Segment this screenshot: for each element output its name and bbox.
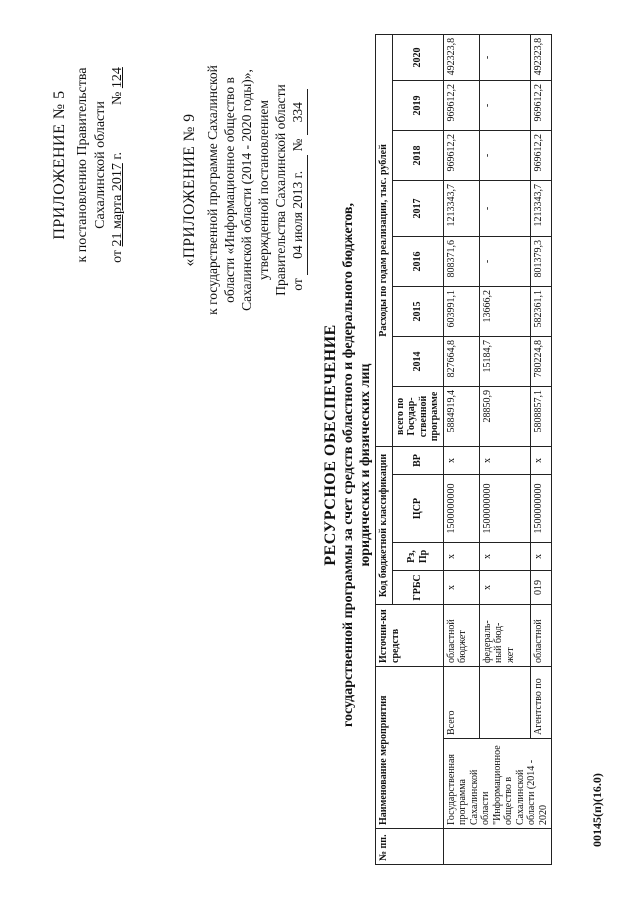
row-2014: 780224,8	[530, 336, 551, 386]
header-2020: 2020	[392, 34, 443, 80]
row-2016: 808371,6	[443, 236, 479, 286]
appendix-9-block	[180, 20, 308, 360]
appendix-9-num: 334	[290, 89, 308, 135]
row-vr: х	[479, 446, 530, 474]
row-2018: 969612,2	[443, 130, 479, 180]
header-2016: 2016	[392, 236, 443, 286]
appendix-9-line5: Правительства Сахалинской области	[272, 84, 288, 296]
header-expenses: Расходы по годам реализации, тыс. рублей	[376, 34, 393, 446]
header-num: № пп.	[376, 829, 444, 865]
appendix-5-line2: Сахалинской области	[92, 101, 108, 229]
document-subtitle-line1: государственной программы за счет средств областного и федерального бюджетов,	[341, 203, 356, 727]
row-executor	[479, 667, 530, 739]
header-2014: 2014	[392, 336, 443, 386]
row-rz: х	[530, 543, 551, 571]
row-total: 5884919,4	[443, 386, 479, 446]
row-csr: 1500000000	[479, 475, 530, 543]
header-name: Наименование мероприятия	[376, 667, 444, 829]
appendix-5-num-label: №	[110, 91, 125, 105]
row-2016: -	[479, 236, 530, 286]
header-2018: 2018	[392, 130, 443, 180]
appendix-9-line3: Сахалинской области (2014 - 2020 годы)»,	[239, 69, 255, 311]
header-kbk: Код бюджетной классификации	[376, 446, 393, 604]
header-vr: ВР	[392, 446, 443, 474]
row-executor: Всего	[443, 667, 479, 739]
header-2019: 2019	[392, 80, 443, 130]
row-2019: -	[479, 80, 530, 130]
table-row	[443, 34, 479, 864]
program-name: Государственная программа Сахалинской области "Информационное общество в Сахалинской области (2014 - 2020	[443, 739, 552, 829]
row-source: областной бюджет	[443, 605, 479, 667]
header-total: всего по Государ-ственной программе	[392, 386, 443, 446]
row-csr: 1500000000	[530, 475, 551, 543]
document-code: 00145(п)(16.0)	[590, 773, 604, 847]
header-2017: 2017	[392, 180, 443, 236]
resource-table	[375, 34, 552, 865]
appendix-9-num-label: №	[289, 138, 305, 152]
appendix-9-date: 04 июля 2013 г.	[290, 155, 308, 275]
row-2017: -	[479, 180, 530, 236]
row-2014: 827664,8	[443, 336, 479, 386]
appendix-9-date-line	[290, 20, 308, 360]
row-executor: Агентство по	[530, 667, 551, 739]
row-vr: х	[443, 446, 479, 474]
header-csr: ЦСР	[392, 475, 443, 543]
header-2015: 2015	[392, 286, 443, 336]
appendix-5-date: 21 марта 2017	[110, 163, 125, 247]
appendix-5-date-suffix: г.	[110, 151, 125, 160]
row-2017: 1213343,7	[530, 180, 551, 236]
row-vr: х	[530, 446, 551, 474]
document-title: РЕСУРСНОЕ ОБЕСПЕЧЕНИЕ	[322, 324, 339, 566]
header-source: Источни-ки средств	[376, 605, 444, 667]
appendix-9-line2: области «Информационное общество в	[222, 77, 238, 303]
appendix-9-line4: утвержденной постановлением	[256, 100, 271, 280]
row-2018: -	[479, 130, 530, 180]
appendix-5-title: ПРИЛОЖЕНИЕ № 5	[51, 90, 68, 240]
appendix-9-line1: к государственной программе Сахалинской	[205, 65, 221, 315]
appendix-5-date-line	[109, 30, 127, 300]
row-2020: -	[479, 34, 530, 80]
row-rz: х	[443, 543, 479, 571]
appendix-5-block	[50, 30, 127, 300]
row-total: 28850,9	[479, 386, 530, 446]
row-2015: 603991,1	[443, 286, 479, 336]
row-source: федераль-ный бюд-жет	[479, 605, 530, 667]
row-2019: 969612,2	[530, 80, 551, 130]
document-subtitle-line2: юридических и физических лиц	[358, 363, 374, 567]
appendix-5-date-prefix: от	[110, 249, 125, 263]
row-2015: 582361,1	[530, 286, 551, 336]
appendix-9-date-prefix: от	[289, 278, 305, 291]
row-rz: х	[479, 543, 530, 571]
appendix-5-line1: к постановлению Правительства	[75, 67, 90, 263]
row-grbs: х	[443, 571, 479, 605]
row-2016: 801379,3	[530, 236, 551, 286]
row-2019: 969612,2	[443, 80, 479, 130]
row-grbs: 019	[530, 571, 551, 605]
row-2020: 492323,8	[530, 34, 551, 80]
row-2020: 492323,8	[443, 34, 479, 80]
row-2014: 15184,7	[479, 336, 530, 386]
header-grbs: ГРБС	[392, 571, 443, 605]
row-num	[443, 829, 552, 865]
row-2015: 13666,2	[479, 286, 530, 336]
appendix-5-num: 124	[110, 67, 125, 89]
row-grbs: х	[479, 571, 530, 605]
row-2018: 969612,2	[530, 130, 551, 180]
header-rz: Рз, Пр	[392, 543, 443, 571]
document-subtitle	[340, 185, 374, 745]
row-total: 5808857,1	[530, 386, 551, 446]
row-2017: 1213343,7	[443, 180, 479, 236]
appendix-9-title: «ПРИЛОЖЕНИЕ № 9	[181, 113, 198, 267]
row-csr: 1500000000	[443, 475, 479, 543]
row-source: областной	[530, 605, 551, 667]
